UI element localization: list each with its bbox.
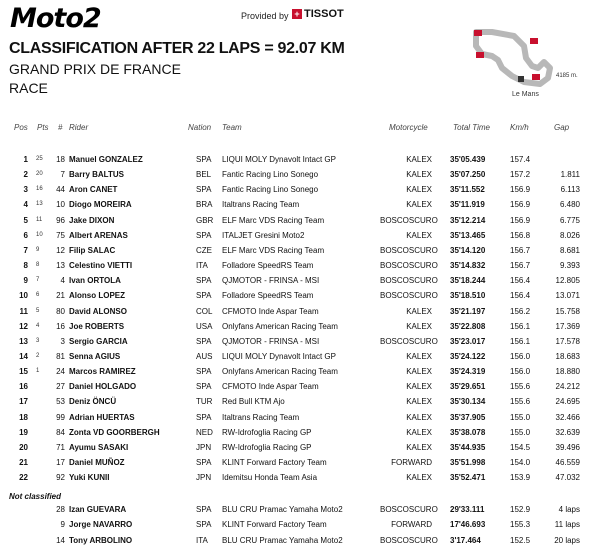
speed-cell: 152.9	[510, 505, 531, 514]
gap-cell: 8.681	[559, 245, 580, 255]
rider-number-cell: 17	[56, 458, 65, 467]
rider-number-cell: 75	[56, 230, 65, 240]
nation-cell: BEL	[196, 170, 212, 180]
col-header-kmh: Km/h	[510, 123, 529, 132]
position-cell: 6	[23, 230, 28, 240]
team-cell: CFMOTO Inde Aspar Team	[222, 306, 319, 316]
table-row	[0, 261, 590, 276]
gap-cell: 15.758	[555, 306, 580, 316]
rider-name-cell: Yuki KUNII	[69, 473, 110, 483]
nation-cell: TUR	[196, 397, 213, 407]
rider-name-cell: Jorge NAVARRO	[69, 520, 133, 530]
nation-cell: SPA	[196, 155, 212, 164]
gap-cell: 17.369	[555, 321, 580, 331]
total-time-cell: 35'29.651	[450, 382, 486, 392]
position-cell: 20	[19, 442, 28, 452]
team-cell: LIQUI MOLY Dynavolt Intact GP	[222, 155, 336, 164]
rider-number-cell: 10	[56, 200, 65, 210]
points-cell: 3	[36, 337, 40, 344]
table-row	[0, 536, 590, 551]
team-cell: ELF Marc VDS Racing Team	[222, 215, 325, 225]
total-time-cell: 35'07.250	[450, 170, 486, 180]
col-header-pos: Pos	[14, 123, 28, 132]
nation-cell: ITA	[196, 535, 208, 545]
rider-number-cell: 27	[56, 382, 65, 392]
motorcycle-cell: KALEX	[406, 473, 432, 483]
motorcycle-cell: KALEX	[406, 230, 432, 240]
gap-cell: 4 laps	[558, 505, 580, 514]
gap-cell: 11 laps	[554, 520, 580, 530]
motorcycle-cell: KALEX	[406, 412, 432, 422]
rider-name-cell: Diogo MOREIRA	[69, 200, 132, 210]
table-row	[0, 276, 590, 291]
motorcycle-cell: BOSCOSCURO	[380, 535, 438, 545]
team-cell: CFMOTO Inde Aspar Team	[222, 382, 319, 392]
table-row	[0, 322, 590, 337]
page-title: CLASSIFICATION AFTER 22 LAPS = 92.07 KM	[9, 40, 345, 57]
motorcycle-cell: KALEX	[406, 155, 432, 164]
motorcycle-cell: KALEX	[406, 397, 432, 407]
motorcycle-cell: KALEX	[406, 185, 432, 195]
track-length: 4185 m.	[556, 73, 578, 79]
rider-name-cell: Joe ROBERTS	[69, 321, 125, 331]
table-row	[0, 291, 590, 306]
nation-cell: SPA	[196, 230, 212, 240]
position-cell: 11	[19, 306, 28, 316]
table-row	[0, 413, 590, 428]
team-cell: LIQUI MOLY Dynavolt Intact GP	[222, 351, 336, 361]
col-header-rider: Rider	[69, 123, 89, 132]
gap-cell: 47.032	[555, 473, 580, 483]
table-row	[0, 367, 590, 382]
table-row	[0, 520, 590, 535]
rider-number-cell: 53	[56, 397, 65, 407]
col-header-pts: Pts	[37, 123, 49, 132]
gap-cell: 12.805	[555, 276, 580, 286]
col-header-team: Team	[222, 123, 242, 132]
table-row	[0, 155, 590, 170]
total-time-cell: 35'24.122	[450, 351, 486, 361]
team-cell: BLU CRU Pramac Yamaha Moto2	[222, 505, 343, 514]
team-cell: Italtrans Racing Team	[222, 412, 300, 422]
nation-cell: ITA	[196, 261, 208, 271]
total-time-cell: 35'38.078	[450, 427, 486, 437]
position-cell: 15	[19, 367, 28, 377]
position-cell: 10	[19, 291, 28, 301]
nation-cell: SPA	[196, 505, 212, 514]
position-cell: 8	[23, 261, 28, 271]
rider-number-cell: 4	[60, 276, 65, 286]
gap-cell: 32.639	[555, 427, 580, 437]
motorcycle-cell: BOSCOSCURO	[380, 336, 438, 346]
rider-number-cell: 80	[56, 306, 65, 316]
table-row	[0, 231, 590, 246]
total-time-cell: 35'12.214	[450, 215, 486, 225]
event-name: GRAND PRIX DE FRANCE	[9, 61, 181, 77]
gap-cell: 1.811	[560, 170, 580, 180]
speed-cell: 156.9	[510, 215, 531, 225]
table-row	[0, 352, 590, 367]
position-cell: 5	[23, 215, 28, 225]
total-time-cell: 29'33.111	[450, 505, 485, 514]
rider-name-cell: Albert ARENAS	[69, 230, 128, 240]
team-cell: Onlyfans American Racing Team	[222, 367, 338, 377]
points-cell: 10	[36, 231, 43, 238]
speed-cell: 156.4	[510, 276, 531, 286]
gap-cell: 39.496	[555, 442, 580, 452]
position-cell: 9	[23, 276, 28, 286]
points-cell: 16	[36, 186, 43, 193]
rider-name-cell: Jake DIXON	[69, 215, 115, 225]
nation-cell: SPA	[196, 520, 212, 530]
table-row	[0, 397, 590, 412]
motorcycle-cell: BOSCOSCURO	[380, 505, 438, 514]
rider-number-cell: 13	[56, 261, 65, 271]
points-cell: 4	[36, 322, 40, 329]
motorcycle-cell: FORWARD	[391, 520, 432, 530]
rider-name-cell: Manuel GONZALEZ	[69, 155, 143, 164]
points-cell: 1	[36, 368, 40, 375]
points-cell: 7	[36, 277, 40, 284]
not-classified-label: Not classified	[9, 492, 62, 501]
team-cell: Folladore SpeedRS Team	[222, 291, 314, 301]
speed-cell: 156.9	[510, 185, 531, 195]
nation-cell: SPA	[196, 291, 212, 301]
team-cell: Italtrans Racing Team	[222, 200, 300, 210]
rider-name-cell: Sergio GARCIA	[69, 336, 128, 346]
team-cell: KLINT Forward Factory Team	[222, 520, 327, 530]
position-cell: 18	[19, 412, 28, 422]
rider-name-cell: Celestino VIETTI	[69, 261, 133, 271]
table-row	[0, 382, 590, 397]
rider-name-cell: Daniel HOLGADO	[69, 382, 137, 392]
table-row	[0, 246, 590, 261]
speed-cell: 155.3	[510, 520, 531, 530]
rider-number-cell: 16	[56, 321, 65, 331]
rider-number-cell: 9	[60, 520, 65, 530]
motorcycle-cell: KALEX	[406, 351, 432, 361]
speed-cell: 156.1	[510, 336, 531, 346]
rider-number-cell: 3	[60, 336, 65, 346]
nation-cell: SPA	[196, 185, 212, 195]
total-time-cell: 35'21.197	[450, 306, 486, 316]
position-cell: 19	[19, 427, 28, 437]
position-cell: 22	[19, 473, 28, 483]
nation-cell: USA	[196, 321, 213, 331]
gap-cell: 24.695	[555, 397, 580, 407]
points-cell: 2	[36, 352, 40, 359]
speed-cell: 154.5	[510, 442, 531, 452]
motorcycle-cell: KALEX	[406, 200, 432, 210]
rider-name-cell: Barry BALTUS	[69, 170, 124, 180]
nation-cell: SPA	[196, 382, 212, 392]
tissot-cross-icon: +	[292, 9, 302, 19]
gap-cell: 32.466	[555, 412, 580, 422]
position-cell: 16	[19, 382, 28, 392]
rider-name-cell: Ivan ORTOLA	[69, 276, 121, 286]
table-row	[0, 337, 590, 352]
rider-name-cell: Marcos RAMIREZ	[69, 367, 136, 377]
rider-number-cell: 12	[56, 245, 65, 255]
table-row	[0, 428, 590, 443]
speed-cell: 155.0	[510, 412, 531, 422]
table-row	[0, 200, 590, 215]
motorcycle-cell: KALEX	[406, 442, 432, 452]
table-row	[0, 185, 590, 200]
position-cell: 13	[19, 336, 28, 346]
rider-number-cell: 7	[60, 170, 65, 180]
sponsor-logo	[292, 8, 344, 20]
team-cell: ITALJET Gresini Moto2	[222, 230, 305, 240]
speed-cell: 156.8	[510, 230, 531, 240]
table-row	[0, 473, 590, 488]
total-time-cell: 35'44.935	[450, 442, 486, 452]
motorcycle-cell: BOSCOSCURO	[380, 215, 438, 225]
speed-cell: 156.7	[510, 261, 531, 271]
speed-cell: 157.2	[510, 170, 531, 180]
team-cell: Onlyfans American Racing Team	[222, 321, 338, 331]
total-time-cell: 35'52.471	[450, 473, 486, 483]
gap-cell: 18.683	[555, 351, 580, 361]
nation-cell: SPA	[196, 276, 212, 286]
provided-by-label: Provided by	[241, 11, 289, 21]
speed-cell: 156.1	[510, 321, 531, 331]
total-time-cell: 35'30.134	[450, 397, 486, 407]
table-row	[0, 443, 590, 458]
nation-cell: JPN	[196, 442, 212, 452]
total-time-cell: 35'05.439	[450, 155, 486, 164]
speed-cell: 155.0	[510, 427, 531, 437]
rider-number-cell: 96	[56, 215, 65, 225]
rider-number-cell: 28	[56, 505, 65, 514]
col-header-nation: Nation	[188, 123, 212, 132]
speed-cell: 152.5	[510, 535, 531, 545]
team-cell: Folladore SpeedRS Team	[222, 261, 314, 271]
rider-name-cell: Zonta VD GOORBERGH	[69, 427, 160, 437]
team-cell: Fantic Racing Lino Sonego	[222, 185, 319, 195]
motorcycle-cell: KALEX	[406, 367, 432, 377]
gap-cell: 17.578	[555, 336, 580, 346]
speed-cell: 155.6	[510, 397, 531, 407]
speed-cell: 157.4	[510, 155, 531, 164]
team-cell: KLINT Forward Factory Team	[222, 458, 327, 467]
gap-cell: 20 laps	[554, 535, 580, 545]
position-cell: 17	[19, 397, 28, 407]
points-cell: 25	[36, 156, 43, 162]
col-header-motorcycle: Motorcycle	[389, 123, 428, 132]
motorcycle-cell: KALEX	[406, 306, 432, 316]
rider-number-cell: 14	[56, 535, 65, 545]
rider-name-cell: David ALONSO	[69, 306, 127, 316]
motorcycle-cell: BOSCOSCURO	[380, 276, 438, 286]
nation-cell: SPA	[196, 336, 212, 346]
position-cell: 7	[23, 245, 28, 255]
motorcycle-cell: BOSCOSCURO	[380, 245, 438, 255]
team-cell: QJMOTOR - FRINSA - MSI	[222, 336, 320, 346]
table-row	[0, 307, 590, 322]
motorcycle-cell: KALEX	[406, 427, 432, 437]
speed-cell: 156.0	[510, 351, 531, 361]
speed-cell: 154.0	[510, 458, 531, 467]
rider-number-cell: 92	[56, 473, 65, 483]
total-time-cell: 35'24.319	[450, 367, 486, 377]
team-cell: BLU CRU Pramac Yamaha Moto2	[222, 535, 343, 545]
rider-name-cell: Aron CANET	[69, 185, 118, 195]
rider-name-cell: Filip SALAC	[69, 245, 116, 255]
rider-name-cell: Daniel MUÑOZ	[69, 458, 125, 467]
nation-cell: NED	[196, 427, 213, 437]
col-header-gap: Gap	[554, 123, 570, 132]
rider-name-cell: Alonso LOPEZ	[69, 291, 125, 301]
rider-number-cell: 71	[56, 442, 65, 452]
points-cell: 20	[36, 171, 43, 178]
rider-number-cell: 44	[56, 185, 65, 195]
speed-cell: 153.9	[510, 473, 531, 483]
total-time-cell: 35'18.510	[450, 291, 486, 301]
table-row	[0, 458, 590, 473]
motorcycle-cell: KALEX	[406, 170, 432, 180]
rider-number-cell: 24	[56, 367, 65, 377]
team-cell: ELF Marc VDS Racing Team	[222, 245, 325, 255]
gap-cell: 18.880	[555, 367, 580, 377]
motorcycle-cell: FORWARD	[391, 458, 432, 467]
nation-cell: BRA	[196, 200, 213, 210]
rider-name-cell: Deniz ÖNCÜ	[69, 397, 117, 407]
points-cell: 13	[36, 201, 43, 208]
position-cell: 3	[23, 185, 28, 195]
total-time-cell: 35'18.244	[450, 276, 486, 286]
points-cell: 6	[36, 292, 40, 299]
moto2-logo: Moto2	[10, 3, 101, 34]
nation-cell: JPN	[196, 473, 212, 483]
speed-cell: 156.2	[510, 306, 531, 316]
points-cell: 8	[36, 262, 40, 269]
position-cell: 2	[23, 170, 28, 180]
total-time-cell: 35'51.998	[450, 458, 486, 467]
total-time-cell: 3'17.464	[450, 535, 481, 545]
total-time-cell: 35'14.832	[450, 261, 486, 271]
gap-cell: 6.480	[559, 200, 580, 210]
table-row	[0, 216, 590, 231]
position-cell: 1	[23, 155, 28, 164]
total-time-cell: 35'37.905	[450, 412, 486, 422]
gap-cell: 9.393	[559, 261, 580, 271]
points-cell: 11	[36, 216, 43, 223]
team-cell: Idemitsu Honda Team Asia	[222, 473, 318, 483]
nation-cell: SPA	[196, 458, 212, 467]
total-time-cell: 35'13.465	[450, 230, 486, 240]
rider-name-cell: Ayumu SASAKI	[69, 442, 129, 452]
rider-name-cell: Tony ARBOLINO	[69, 535, 133, 545]
speed-cell: 156.0	[510, 367, 531, 377]
col-header-total-time: Total Time	[453, 123, 490, 132]
rider-number-cell: 81	[56, 351, 65, 361]
rider-number-cell: 21	[56, 291, 65, 301]
col-header-num: #	[58, 123, 63, 132]
total-time-cell: 35'14.120	[450, 245, 486, 255]
rider-name-cell: Adrian HUERTAS	[69, 412, 135, 422]
total-time-cell: 17'46.693	[450, 520, 486, 530]
rider-number-cell: 99	[56, 412, 65, 422]
position-cell: 12	[19, 321, 28, 331]
team-cell: Red Bull KTM Ajo	[222, 397, 285, 407]
session-name: RACE	[9, 80, 48, 96]
nation-cell: SPA	[196, 367, 212, 377]
speed-cell: 156.7	[510, 245, 531, 255]
total-time-cell: 35'11.552	[450, 185, 485, 195]
team-cell: QJMOTOR - FRINSA - MSI	[222, 276, 320, 286]
team-cell: RW-Idrofoglia Racing GP	[222, 427, 312, 437]
gap-cell: 13.071	[555, 291, 580, 301]
speed-cell: 156.9	[510, 200, 531, 210]
speed-cell: 156.4	[510, 291, 531, 301]
rider-number-cell: 18	[56, 155, 65, 164]
sponsor-name: TISSOT	[304, 8, 344, 20]
motorcycle-cell: BOSCOSCURO	[380, 291, 438, 301]
gap-cell: 6.113	[560, 185, 580, 195]
gap-cell: 6.775	[559, 215, 580, 225]
rider-number-cell: 84	[56, 427, 65, 437]
nation-cell: CZE	[196, 245, 212, 255]
motorcycle-cell: BOSCOSCURO	[380, 261, 438, 271]
motorcycle-cell: KALEX	[406, 382, 432, 392]
team-cell: Fantic Racing Lino Sonego	[222, 170, 319, 180]
track-name: Le Mans	[512, 91, 539, 98]
table-row	[0, 505, 590, 520]
nation-cell: GBR	[196, 215, 214, 225]
total-time-cell: 35'22.808	[450, 321, 486, 331]
gap-cell: 24.212	[555, 382, 580, 392]
points-cell: 9	[36, 246, 40, 253]
team-cell: RW-Idrofoglia Racing GP	[222, 442, 312, 452]
nation-cell: AUS	[196, 351, 213, 361]
gap-cell: 8.026	[559, 230, 580, 240]
table-row	[0, 170, 590, 185]
points-cell: 5	[36, 307, 40, 314]
speed-cell: 155.6	[510, 382, 531, 392]
position-cell: 14	[19, 351, 28, 361]
gap-cell: 46.559	[555, 458, 580, 467]
nation-cell: COL	[196, 306, 213, 316]
nation-cell: SPA	[196, 412, 212, 422]
motorcycle-cell: KALEX	[406, 321, 432, 331]
position-cell: 4	[23, 200, 28, 210]
position-cell: 21	[19, 458, 28, 467]
rider-name-cell: Izan GUEVARA	[69, 505, 127, 514]
total-time-cell: 35'11.919	[450, 200, 485, 210]
total-time-cell: 35'23.017	[450, 336, 486, 346]
rider-name-cell: Senna AGIUS	[69, 351, 121, 361]
